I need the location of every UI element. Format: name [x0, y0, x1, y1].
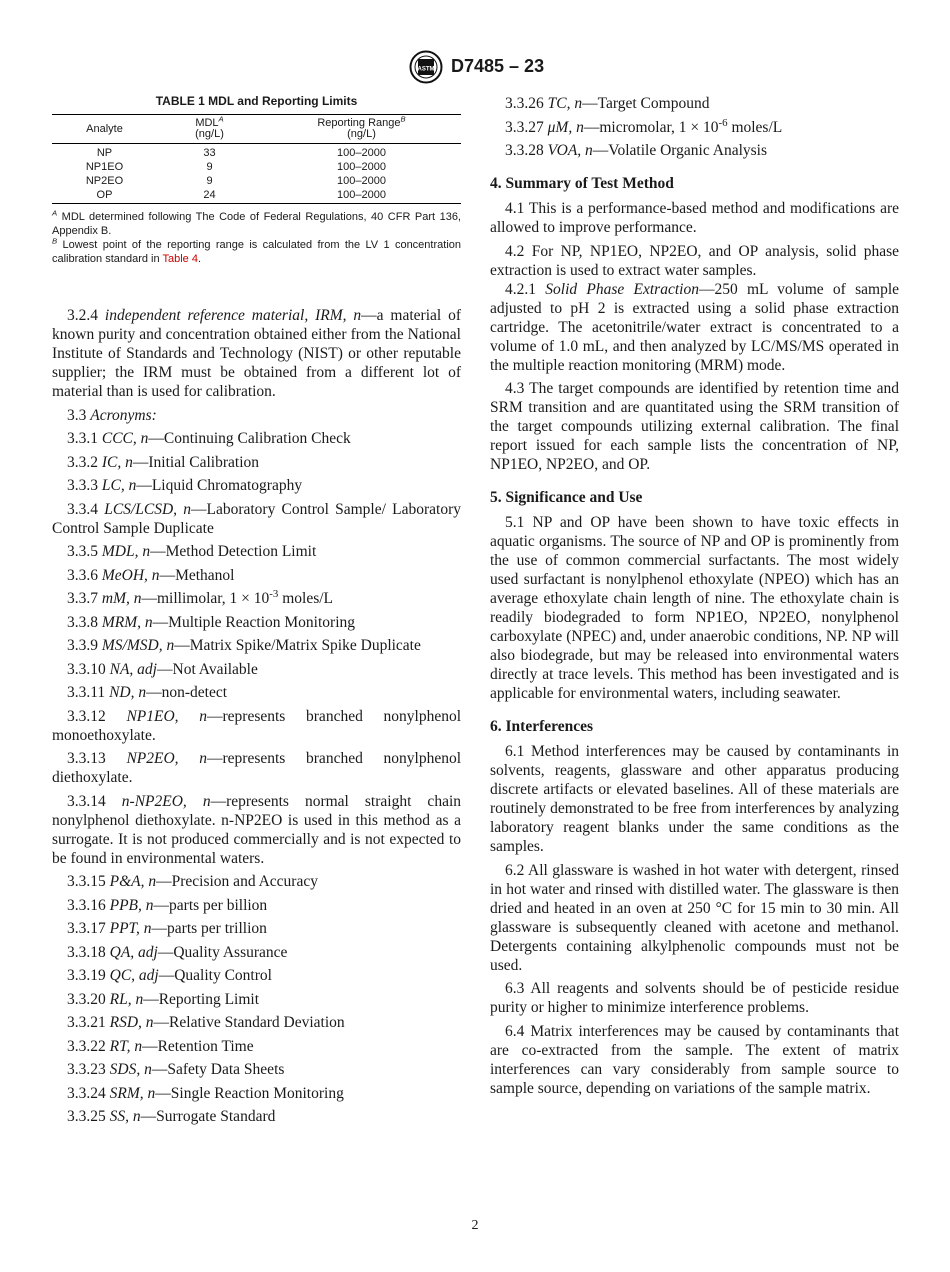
def-3-3-13: 3.3.13 NP2EO, n—represents branched nonylphenol diethoxylate. [52, 750, 462, 786]
page-header [0, 50, 950, 86]
cell-analyte: NP1EO [85, 161, 124, 173]
table-row [52, 160, 461, 174]
cell-range: 100–2000 [337, 161, 386, 173]
def-3-3-11: 3.3.11 ND, n—non-detect [67, 684, 228, 701]
table-row [52, 174, 461, 188]
def-3-3-28: 3.3.28 VOA, n—Volatile Organic Analysis [505, 142, 768, 159]
astm-logo-icon [408, 50, 444, 84]
right-column [490, 94, 899, 1098]
col-header-analyte: Analyte [52, 115, 157, 144]
para-4-2: 4.2 For NP, NP1EO, NP2EO, and OP analysis, solid phase extraction is used to extract water samples. [490, 242, 899, 279]
table-header-row [52, 115, 461, 144]
para-6-2: 6.2 All glassware is washed in hot water with detergent, rinsed in hot water and rinsed with distilled water. The glassware is then dried and heated in an oven at 250 °C for 15 min to 30 min. All glassware is subsequently cleaned with acetone and methanol. Detergents containing alkylphenolic compounds must not be used. [490, 861, 899, 974]
def-3-3-14: 3.3.14 n-NP2EO, n—represents normal straight chain nonylphenol diethoxylate. n-NP2EO is used in this method as a surrogate. It is not produced commercially and is not expected to be found in environmental waters. [52, 792, 462, 867]
cell-analyte: OP [52, 188, 157, 204]
document-id: D7485 – 23 [451, 56, 545, 76]
para-4-1: 4.1 This is a performance-based method and modifications are allowed to improve performance. [490, 200, 899, 236]
def-3-3-4: 3.3.4 LCS/LCSD, n—Laboratory Control Sample/ Laboratory Control Sample Duplicate [52, 500, 461, 537]
def-3-3-21: 3.3.21 RSD, n—Relative Standard Deviation [67, 1014, 345, 1031]
cell-mdl: 24 [157, 188, 262, 204]
para-5-1: 5.1 NP and OP have been shown to have toxic effects in aquatic organisms. The source of NP and OP is prominently from the use of common commercial surfactants. The most widely used surfactant is nonylphenol ethoxylate (NPEO) which has an average ethoxylate chain length of nine. The ethoxylate chain is readily biodegraded to form NP1EO, NP2EO, nonylphenol carboxylate (NPEC) and, under anaerobic conditions, NP. NP will also biodegrade, but may be released into environmental waters directly at trace levels. This method has been investigated and is applicable for environmental waters, including seawater. [490, 514, 899, 702]
def-3-3-18: 3.3.18 QA, adj—Quality Assurance [67, 943, 288, 961]
para-6-3: 6.3 All reagents and solvents should be of pesticide residue purity or higher to minimize interference problems. [490, 980, 899, 1016]
cell-mdl: 9 [206, 161, 213, 173]
col-header-range: Reporting Range$^B$ (ng/L) [262, 115, 461, 144]
def-3-3-17: 3.3.17 PPT, n—parts per trillion [67, 920, 267, 937]
para-3-2-4: 3.2.4 independent reference material, IRM, n—a material of known purity and concentration obtained either from the National Institute of Standards and Technology (NIST) or other reputable supplier; the IRM must be obtained from a different lot of material than is used for calibration. [52, 307, 461, 400]
para-6-4: 6.4 Matrix interferences may be caused by contaminants that are co-extracted from the sample. The extent of matrix interferences can vary considerably from sample source to sample source, depending on variations of the sample matrix. [490, 1022, 899, 1097]
def-3-3-23: 3.3.23 SDS, n—Safety Data Sheets [67, 1061, 285, 1078]
def-3-3-22: 3.3.22 RT, n—Retention Time [67, 1037, 254, 1055]
def-3-3-12: 3.3.12 NP1EO, n—represents branched nonylphenol monoethoxylate. [52, 707, 462, 744]
def-3-3-27: 3.3.27 μM, n—micromolar, $1 \times 10^{-6}$ moles/L [505, 116, 783, 136]
section-6-heading: 6. Interferences [490, 718, 594, 735]
cell-analyte: NP2EO [85, 175, 124, 187]
def-3-3-8: 3.3.8 MRM, n—Multiple Reaction Monitoring [67, 613, 356, 631]
def-3-3-2: 3.3.2 IC, n—Initial Calibration [67, 453, 260, 471]
table-row [52, 188, 461, 204]
cell-range: 100–2000 [337, 175, 386, 187]
page-number: 2 [471, 1218, 479, 1233]
cell-mdl: 9 [206, 175, 213, 187]
para-6-1: 6.1 Method interferences may be caused by contaminants in solvents, reagents, glassware and other apparatus producing discrete artifacts or elevated baselines. All of these materials are routinely demonstrated to be free from interferences by analyzing laboratory reagent blanks under the same conditions as the samples. [490, 743, 899, 855]
def-3-3-16: 3.3.16 PPB, n—parts per billion [67, 896, 268, 914]
def-3-3-19: 3.3.19 QC, adj—Quality Control [67, 967, 272, 984]
table-footnote-b: $^B$ Lowest point of the reporting range is calculated from the LV 1 concentration calibration standard in Table 4. [52, 236, 461, 265]
col-header-mdl: $MDL^A$ (ng/L) [157, 115, 262, 144]
table-footnote-a: $^A$ MDL determined following The Code of Federal Regulations, 40 CFR Part 136, Appendix B. [52, 208, 461, 237]
svg-text:ASTM: ASTM [417, 66, 435, 73]
def-3-3-6: 3.3.6 MeOH, n—Methanol [67, 566, 235, 584]
def-3-3-25: 3.3.25 SS, n—Surrogate Standard [67, 1108, 276, 1125]
section-4-heading: 4. Summary of Test Method [490, 175, 674, 192]
cell-mdl: 33 [203, 147, 216, 159]
def-3-3-1: 3.3.1 CCC, n—Continuing Calibration Check [67, 430, 351, 447]
left-column [52, 94, 461, 1126]
table-row [52, 144, 461, 161]
table4-link[interactable]: Table 4 [162, 253, 198, 265]
def-3-3-10: 3.3.10 NA, adj—Not Available [67, 660, 258, 678]
def-3-3-15: 3.3.15 P&A, n—Precision and Accuracy [67, 873, 318, 890]
mdl-table [52, 114, 461, 204]
para-4-2-1: 4.2.1 Solid Phase Extraction—250 mL volume of sample adjusted to pH 2 is extracted using a solid phase extraction cartridge. The acetonitrile/water extract is concentrated to a volume of 1.0 mL, and then analyzed by LC/MS/MS operated in the multiple reaction monitoring (MRM) mode. [490, 280, 900, 374]
def-3-3-7: 3.3.7 mM, n—millimolar, $1 \times 10^{-3}$ moles/L [67, 587, 334, 607]
para-4-3: 4.3 The target compounds are identified by retention time and SRM transition and are quantitated using the SRM transition of the target compounds utilizing external calibration. The final report issued for each sample lists the concentration of NP, NP1EO, NP2EO, and OP. [490, 380, 899, 473]
cell-range: 100–2000 [262, 188, 461, 204]
section-5-heading: 5. Significance and Use [490, 489, 643, 506]
table1-title: TABLE 1 MDL and Reporting Limits [155, 94, 358, 108]
def-3-3-26: 3.3.26 TC, n—Target Compound [505, 95, 710, 112]
cell-range: 100–2000 [337, 147, 386, 159]
def-3-3-9: 3.3.9 MS/MSD, n—Matrix Spike/Matrix Spike Duplicate [67, 637, 421, 654]
def-3-3-3: 3.3.3 LC, n—Liquid Chromatography [67, 477, 303, 494]
cell-analyte: NP [96, 147, 113, 159]
def-3-3-24: 3.3.24 SRM, n—Single Reaction Monitoring [67, 1084, 344, 1102]
acronyms-heading: 3.3 Acronyms: [67, 406, 157, 424]
def-3-3-5: 3.3.5 MDL, n—Method Detection Limit [67, 543, 317, 560]
def-3-3-20: 3.3.20 RL, n—Reporting Limit [67, 990, 260, 1008]
